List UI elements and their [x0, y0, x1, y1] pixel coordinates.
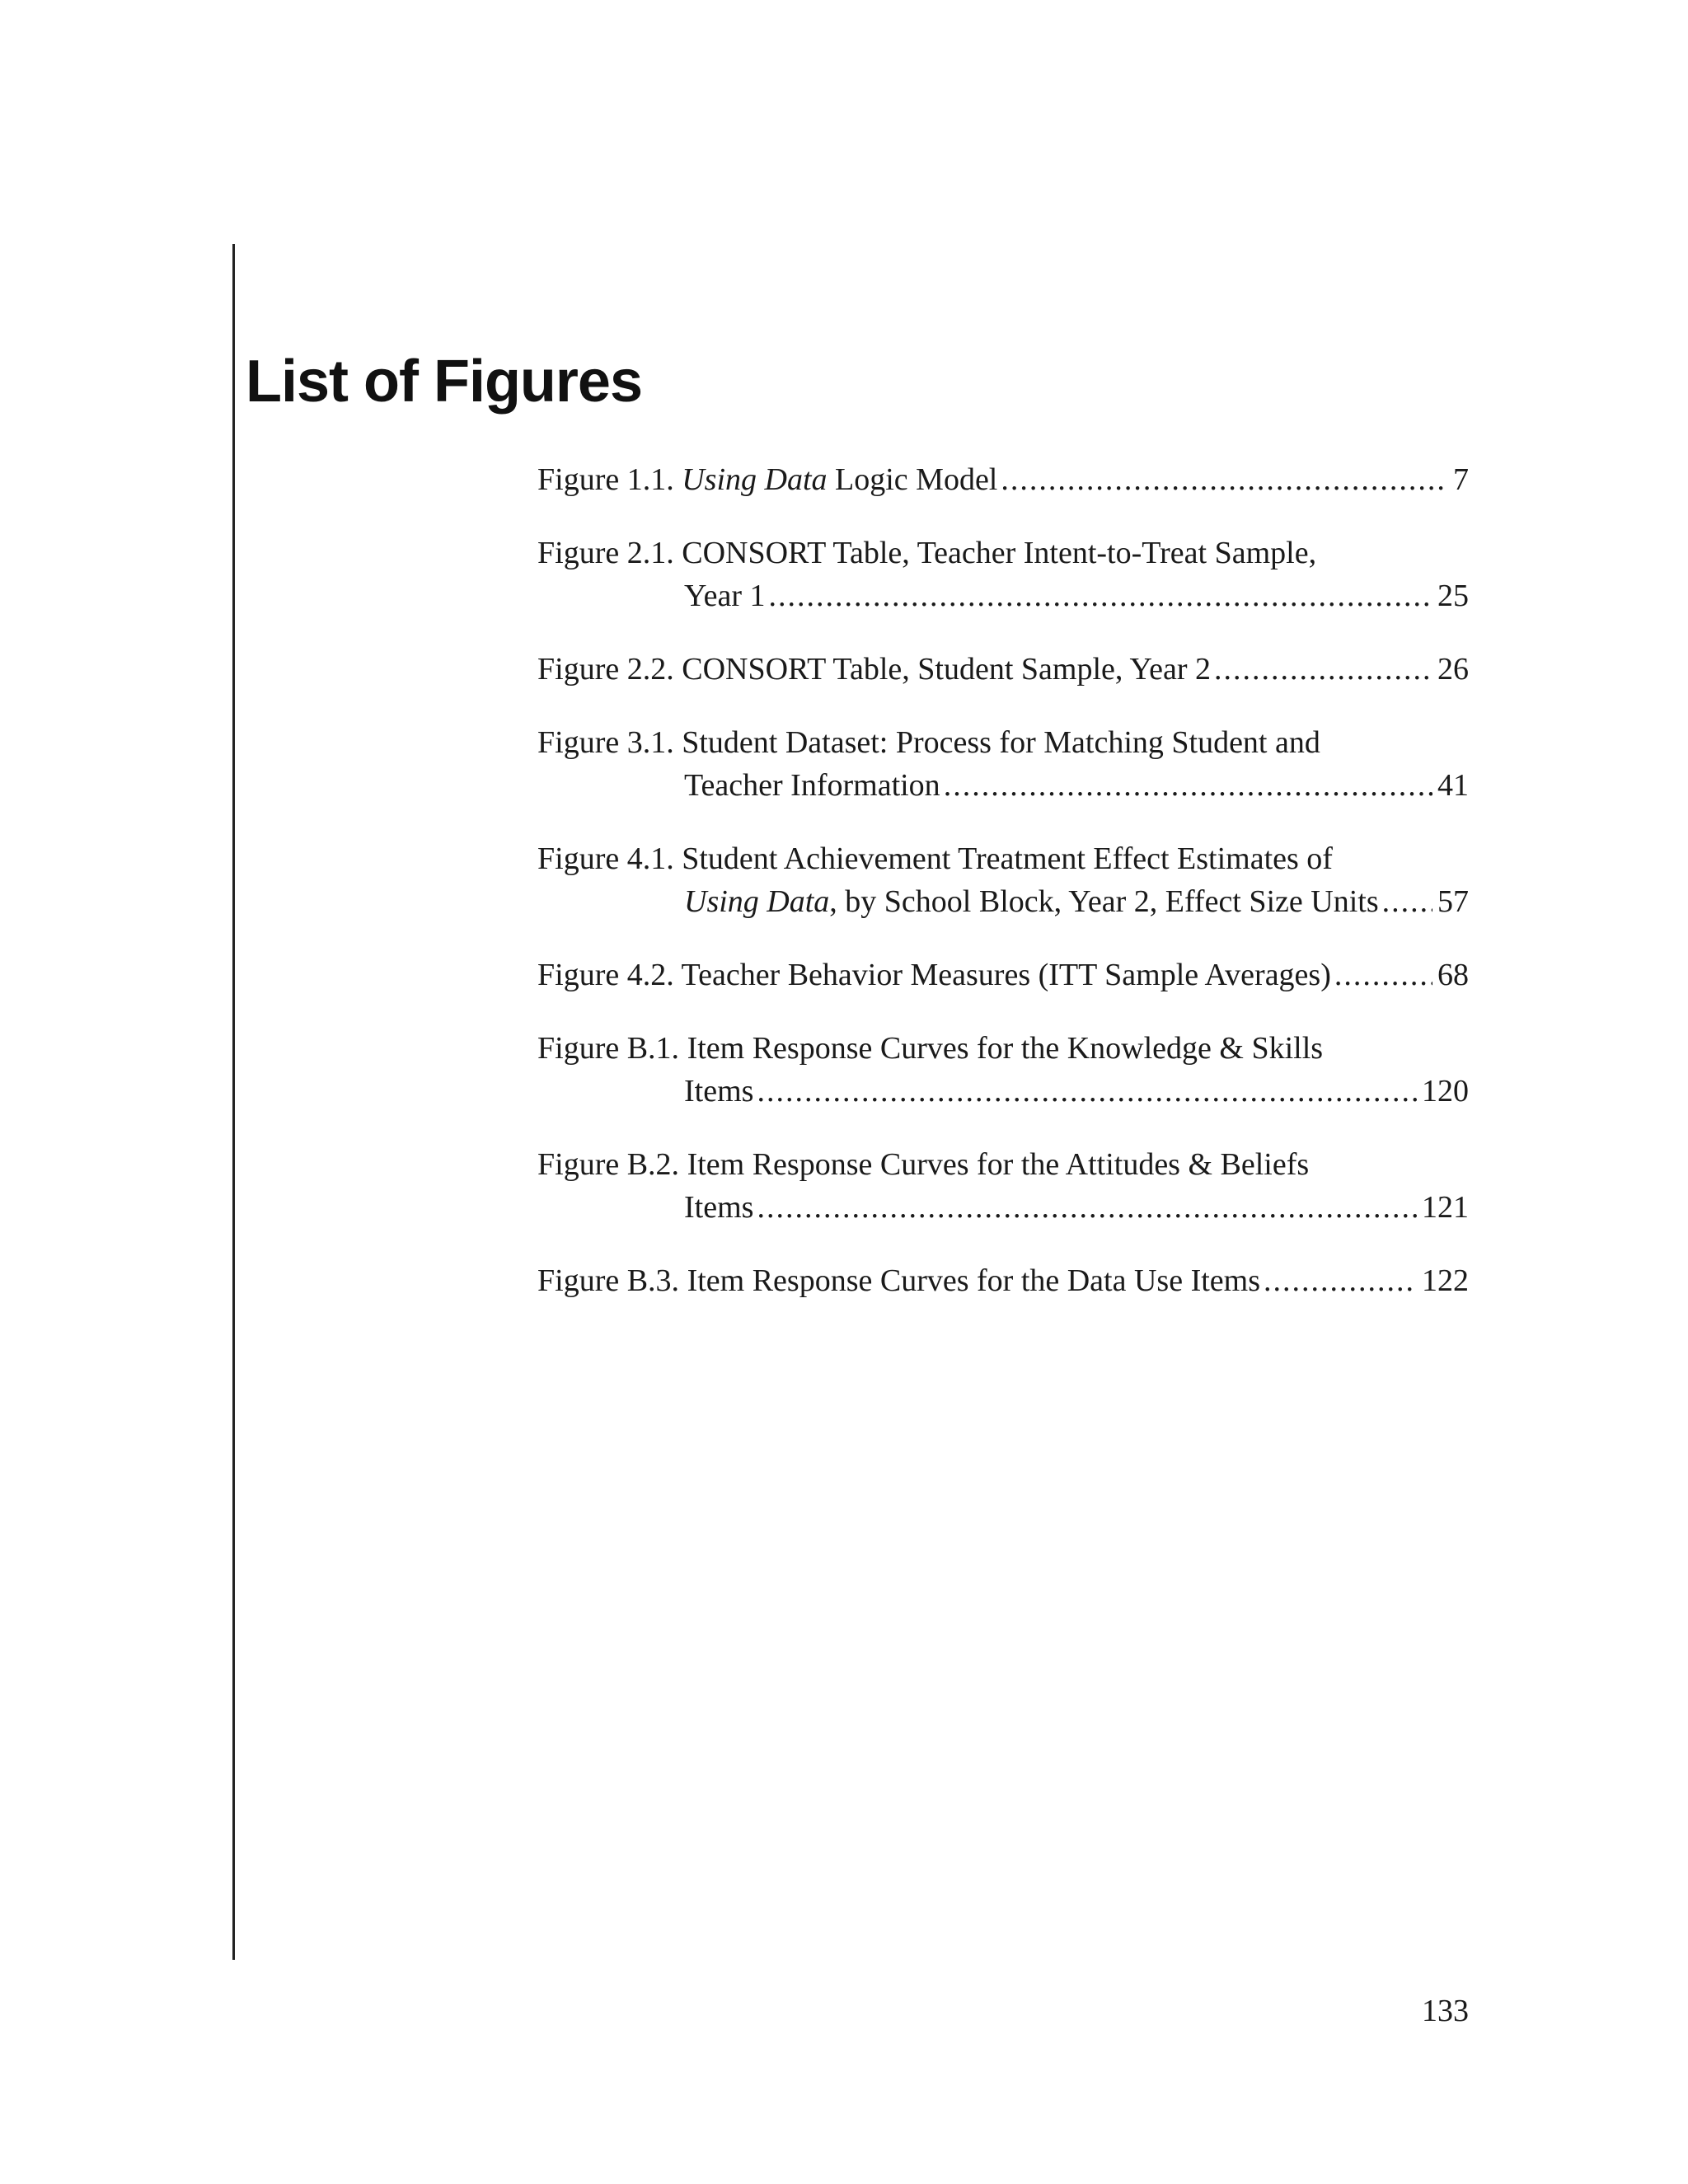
figure-entry-line — [537, 1259, 1469, 1302]
figure-title: CONSORT Table, Teacher Intent-to-Treat Sample, — [682, 536, 1317, 570]
figure-page-number[interactable]: 41 — [1437, 768, 1469, 803]
page-title: List of Figures — [246, 349, 643, 415]
figure-entry[interactable] — [537, 954, 1469, 996]
figure-entry-line — [537, 1027, 1469, 1070]
figure-title: Logic Model — [827, 462, 998, 497]
figure-title: Item Response Curves for the Data Use Items — [687, 1263, 1260, 1298]
figure-page-number[interactable]: 7 — [1453, 462, 1469, 497]
figure-number: Figure 4.1. — [537, 841, 682, 876]
figure-title-italic: Using Data — [682, 462, 828, 497]
figure-entry[interactable] — [537, 721, 1469, 807]
figure-number: Figure 1.1. — [537, 462, 682, 497]
figure-title: , by School Block, Year 2, Effect Size Units — [829, 884, 1379, 919]
figure-entry-line — [537, 1143, 1469, 1186]
figure-number: Figure 4.2. — [537, 958, 682, 992]
figure-title: Teacher Behavior Measures (ITT Sample Averages) — [681, 958, 1331, 992]
figure-caption — [537, 532, 1316, 574]
figure-number: Figure 2.2. — [537, 652, 682, 687]
figure-page-number[interactable]: 57 — [1437, 884, 1469, 919]
figure-number: Figure B.3. — [537, 1263, 687, 1298]
dot-leader — [1001, 458, 1448, 501]
figure-entry[interactable] — [537, 837, 1469, 923]
figure-caption — [537, 1143, 1309, 1186]
figure-caption — [684, 1186, 753, 1229]
figure-title: Student Achievement Treatment Effect Estimates of — [682, 841, 1333, 876]
figure-entry-continuation — [537, 574, 1469, 617]
margin-rule — [232, 244, 235, 1960]
figure-number: Figure 3.1. — [537, 725, 682, 760]
figure-caption — [537, 721, 1320, 764]
figure-entry-line — [537, 458, 1469, 501]
figure-entry-line — [537, 532, 1469, 574]
figure-caption — [537, 458, 997, 501]
figure-caption — [537, 837, 1333, 880]
figure-caption — [537, 1027, 1323, 1070]
figure-entry[interactable] — [537, 1027, 1469, 1113]
figure-caption — [684, 880, 1379, 923]
figure-page-number[interactable]: 26 — [1437, 652, 1469, 687]
figure-entry-continuation — [537, 1070, 1469, 1113]
figure-page-number[interactable]: 68 — [1437, 958, 1469, 992]
figure-caption — [537, 648, 1211, 691]
figure-caption — [684, 1070, 753, 1113]
figure-title: Item Response Curves for the Knowledge & Skills — [687, 1031, 1324, 1066]
figure-title: Item Response Curves for the Attitudes & Beliefs — [687, 1147, 1310, 1182]
figure-title: Teacher Information — [684, 768, 940, 803]
figure-entry-line — [537, 721, 1469, 764]
figure-entry[interactable] — [537, 1259, 1469, 1302]
figure-page-number[interactable]: 25 — [1437, 579, 1469, 613]
figure-entry-continuation — [537, 1186, 1469, 1229]
page-number: 133 — [1422, 1994, 1469, 2028]
dot-leader — [1334, 954, 1432, 996]
figure-entry[interactable] — [537, 648, 1469, 691]
figure-title: Student Dataset: Process for Matching Student and — [682, 725, 1320, 760]
figure-entry-line — [537, 837, 1469, 880]
figure-title-italic: Using Data — [684, 884, 830, 919]
figure-entry[interactable] — [537, 532, 1469, 617]
figure-page-number[interactable]: 120 — [1422, 1074, 1469, 1108]
figure-list — [537, 458, 1469, 1333]
figure-entry-line — [537, 648, 1469, 691]
dot-leader — [1214, 648, 1432, 691]
figure-caption — [537, 1259, 1260, 1302]
figure-page-number[interactable]: 122 — [1422, 1263, 1469, 1298]
figure-title: Items — [684, 1190, 754, 1225]
figure-number: Figure B.1. — [537, 1031, 687, 1066]
figure-title: Year 1 — [684, 579, 766, 613]
figure-entry-continuation — [537, 880, 1469, 923]
figure-number: Figure B.2. — [537, 1147, 687, 1182]
dot-leader — [944, 764, 1432, 807]
figure-page-number[interactable]: 121 — [1422, 1190, 1469, 1225]
figure-title: CONSORT Table, Student Sample, Year 2 — [682, 652, 1211, 687]
dot-leader — [769, 574, 1432, 617]
dot-leader — [1264, 1259, 1417, 1302]
figure-number: Figure 2.1. — [537, 536, 682, 570]
figure-entry-continuation — [537, 764, 1469, 807]
figure-caption — [537, 954, 1331, 996]
figure-entry[interactable] — [537, 1143, 1469, 1229]
figure-entry[interactable] — [537, 458, 1469, 501]
figure-entry-line — [537, 954, 1469, 996]
dot-leader — [1382, 880, 1432, 923]
dot-leader — [757, 1186, 1417, 1229]
dot-leader — [757, 1070, 1417, 1113]
figure-title: Items — [684, 1074, 754, 1108]
figure-caption — [684, 574, 766, 617]
figure-caption — [684, 764, 940, 807]
